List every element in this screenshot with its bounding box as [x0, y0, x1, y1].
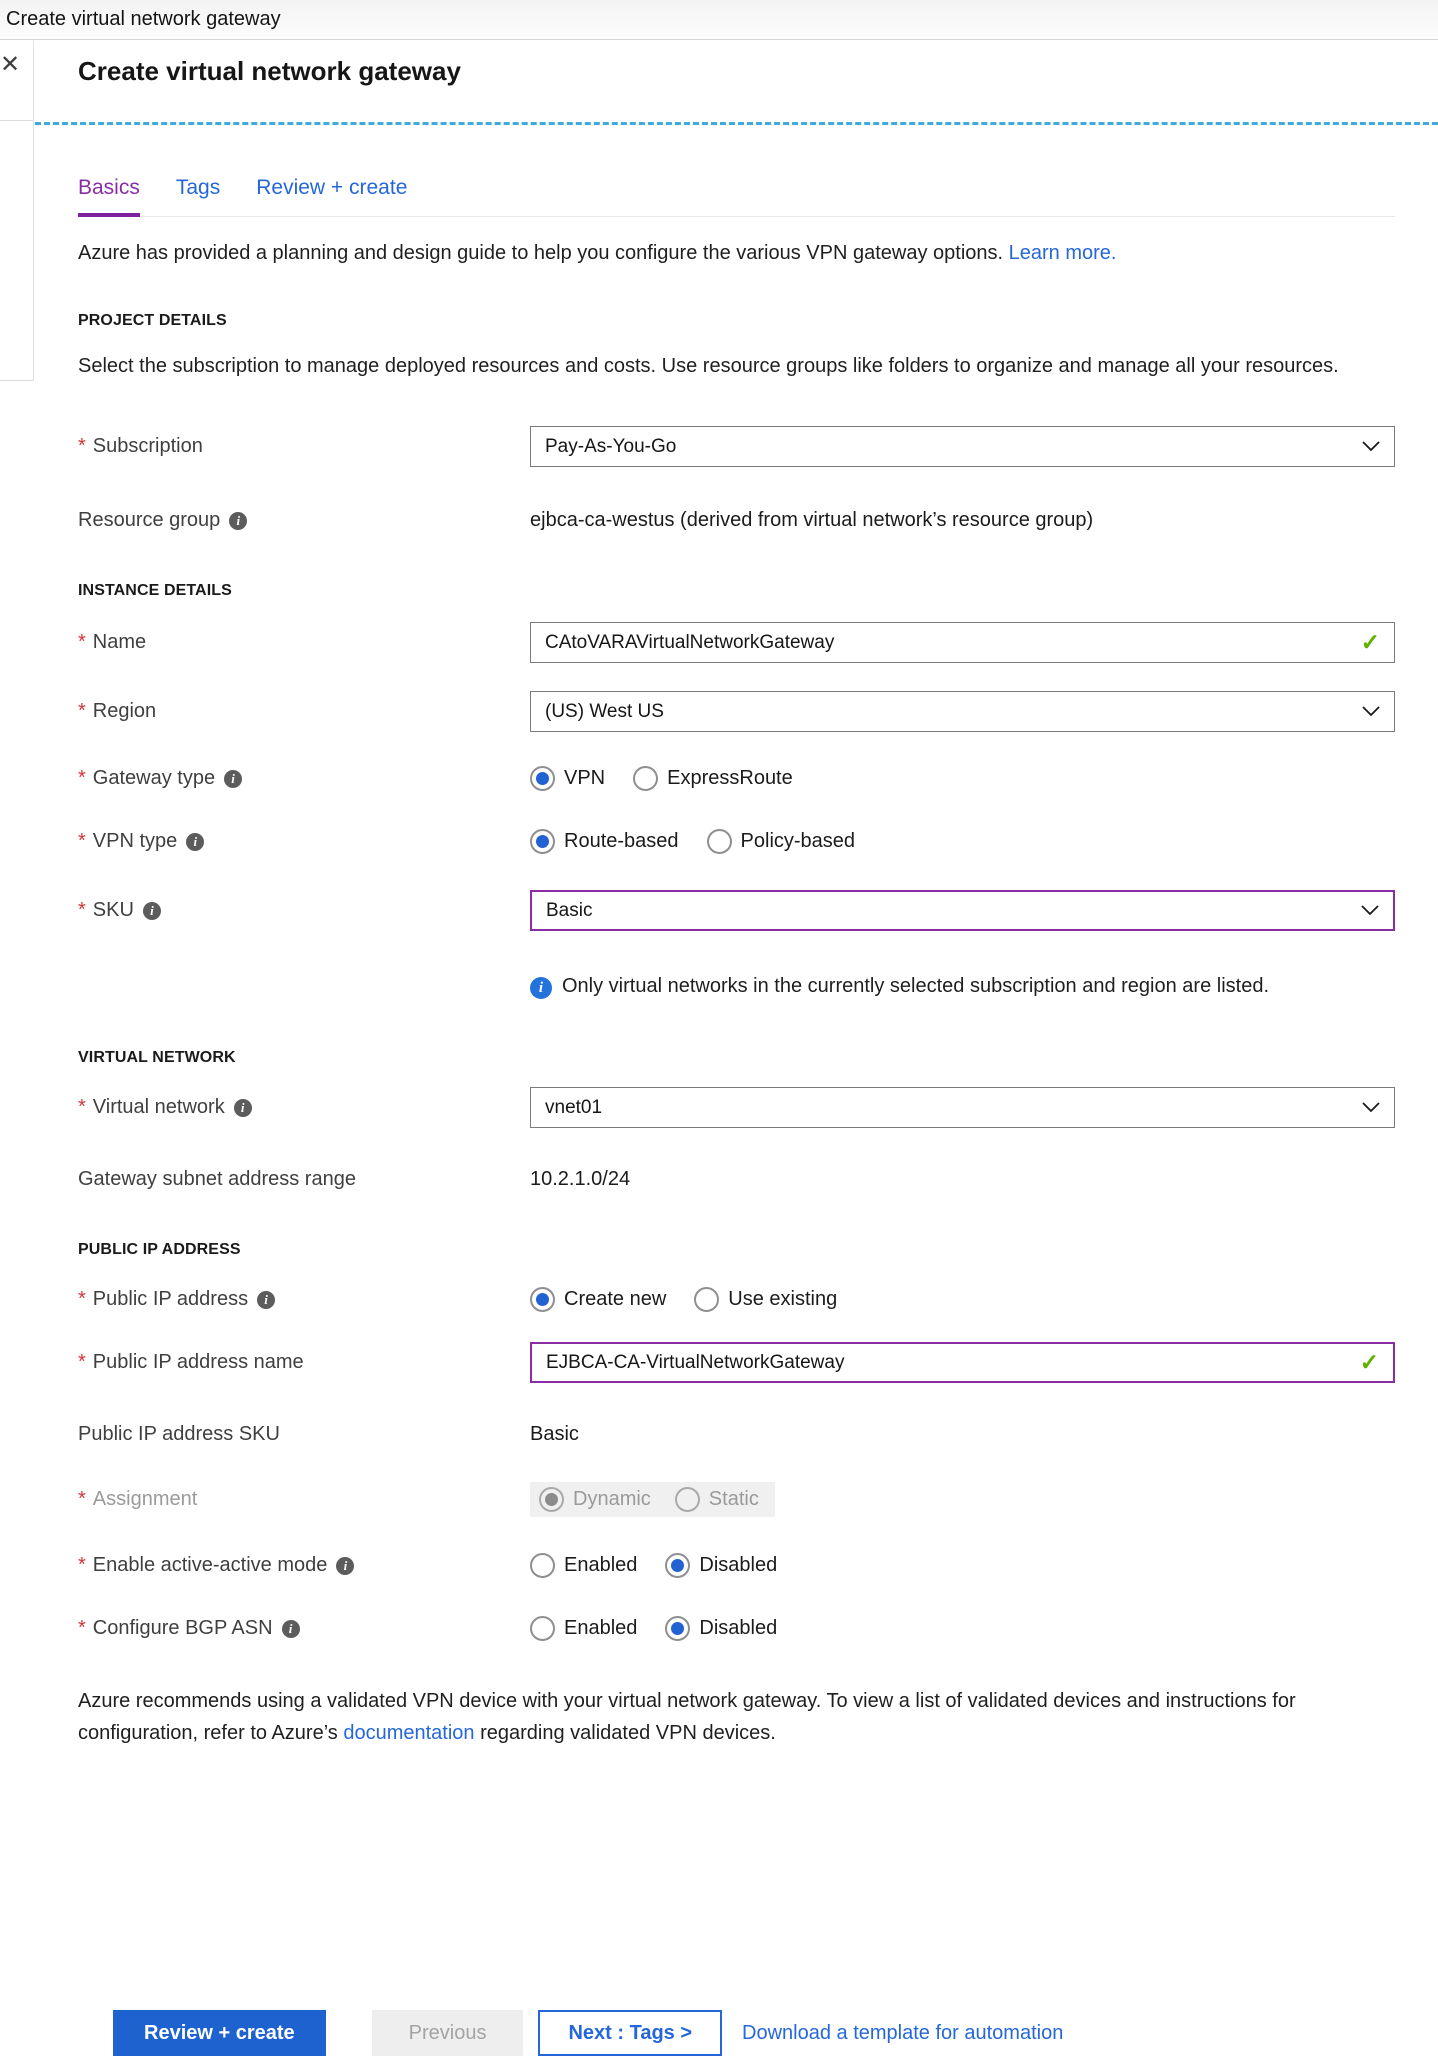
vpn-type-label: * VPN type i [78, 830, 530, 853]
radio-selected-icon [665, 1553, 690, 1578]
radio-disabled[interactable]: Disabled [665, 1553, 777, 1578]
section-public-ip: PUBLIC IP ADDRESS [78, 1241, 241, 1258]
public-ip-name-value: EJBCA-CA-VirtualNetworkGateway [546, 1351, 845, 1373]
virtual-network-dropdown[interactable] [530, 1087, 1395, 1128]
region-row [78, 691, 1395, 732]
radio-vpn[interactable]: VPN [530, 766, 605, 791]
radio-enabled[interactable]: Enabled [530, 1553, 637, 1578]
valid-check-icon: ✓ [1359, 1349, 1379, 1375]
create-gateway-blade [35, 41, 1438, 2070]
required-asterisk: * [78, 1554, 86, 1576]
required-asterisk: * [78, 631, 86, 653]
active-active-radio-group [530, 1553, 1395, 1578]
radio-selected-icon [530, 829, 555, 854]
download-template-link[interactable]: Download a template for automation [742, 2021, 1064, 2044]
info-icon: i [530, 977, 552, 999]
vpn-type-radio-group [530, 829, 1395, 854]
required-asterisk: * [78, 830, 86, 852]
radio-selected-icon [665, 1616, 690, 1641]
active-active-label: * Enable active-active mode i [78, 1554, 530, 1577]
resource-group-row [78, 509, 1395, 532]
radio-static-disabled: Static [675, 1487, 759, 1512]
assignment-label: * Assignment [78, 1488, 198, 1510]
section-project-details: PROJECT DETAILS [78, 312, 227, 329]
sku-label: * SKU i [78, 899, 530, 922]
required-asterisk: * [78, 767, 86, 789]
vnet-filter-notice [530, 975, 1395, 999]
radio-unselected-icon [633, 766, 658, 791]
public-ip-mode-label: * Public IP address i [78, 1288, 530, 1311]
review-create-button[interactable]: Review + create [113, 2010, 326, 2056]
subscription-row [78, 426, 1395, 467]
previous-button: Previous [372, 2010, 524, 2056]
name-value: CAtoVARAVirtualNetworkGateway [545, 631, 835, 653]
required-asterisk: * [78, 1488, 86, 1510]
region-dropdown[interactable] [530, 691, 1395, 732]
public-ip-name-label: * Public IP address name [78, 1351, 304, 1373]
radio-unselected-icon [694, 1287, 719, 1312]
virtual-network-value: vnet01 [545, 1096, 603, 1118]
radio-route-based[interactable]: Route-based [530, 829, 679, 854]
section-virtual-network: VIRTUAL NETWORK [78, 1049, 236, 1066]
subscription-dropdown[interactable] [530, 426, 1395, 467]
background-blade-strip [0, 41, 34, 381]
required-asterisk: * [78, 1096, 86, 1118]
vpn-type-row [78, 829, 1395, 854]
learn-more-link[interactable]: Learn more. [1008, 242, 1117, 264]
gateway-type-label: * Gateway type i [78, 767, 530, 790]
name-row [78, 622, 1395, 663]
gateway-type-radio-group [530, 766, 1395, 791]
radio-create-new[interactable]: Create new [530, 1287, 666, 1312]
resource-group-value: ejbca-ca-westus (derived from virtual network’s resource group) [530, 509, 1094, 531]
chevron-down-icon [1362, 1102, 1380, 1113]
radio-unselected-icon [530, 1616, 555, 1641]
info-icon[interactable]: i [336, 1557, 354, 1575]
subscription-label: * Subscription [78, 435, 203, 457]
radio-use-existing[interactable]: Use existing [694, 1287, 837, 1312]
radio-expressroute[interactable]: ExpressRoute [633, 766, 793, 791]
documentation-link[interactable]: documentation [343, 1722, 475, 1744]
public-ip-sku-label: Public IP address SKU [78, 1423, 280, 1445]
gateway-subnet-label: Gateway subnet address range [78, 1168, 356, 1190]
info-icon[interactable]: i [229, 512, 247, 530]
radio-selected-icon [530, 766, 555, 791]
radio-unselected-icon [707, 829, 732, 854]
radio-unselected-disabled-icon [675, 1487, 700, 1512]
public-ip-name-row [78, 1342, 1395, 1383]
name-input[interactable] [530, 622, 1395, 663]
valid-check-icon: ✓ [1360, 629, 1380, 655]
tab-basics[interactable]: Basics [78, 176, 140, 217]
gateway-type-row [78, 766, 1395, 791]
name-label: * Name [78, 631, 147, 653]
public-ip-sku-value: Basic [530, 1423, 579, 1445]
assignment-radio-group-disabled [530, 1482, 775, 1517]
required-asterisk: * [78, 1288, 86, 1310]
sku-value: Basic [546, 899, 593, 921]
required-asterisk: * [78, 1351, 86, 1373]
public-ip-mode-row [78, 1287, 1395, 1312]
blade-progress-divider [35, 122, 1438, 125]
bgp-row [78, 1616, 1395, 1641]
gateway-subnet-row [78, 1168, 1395, 1191]
sku-dropdown[interactable] [530, 890, 1395, 931]
next-tags-button[interactable]: Next : Tags > [538, 2010, 722, 2056]
sku-row [78, 890, 1395, 931]
notice-text: Only virtual networks in the currently selected subscription and region are listed. [562, 975, 1270, 997]
radio-policy-based[interactable]: Policy-based [707, 829, 856, 854]
info-icon[interactable]: i [234, 1099, 252, 1117]
assignment-row [78, 1482, 1395, 1517]
public-ip-name-input[interactable] [530, 1342, 1395, 1383]
close-icon[interactable]: ✕ [0, 51, 21, 78]
radio-enabled[interactable]: Enabled [530, 1616, 637, 1641]
page-title: Create virtual network gateway [78, 56, 461, 86]
chevron-down-icon [1362, 441, 1380, 452]
active-active-row [78, 1553, 1395, 1578]
project-description: Select the subscription to manage deployed resources and costs. Use resource groups like folders to organize and manage all your resources. [78, 355, 1339, 377]
bgp-label: * Configure BGP ASN i [78, 1617, 530, 1640]
info-icon[interactable]: i [224, 770, 242, 788]
required-asterisk: * [78, 435, 86, 457]
radio-unselected-icon [530, 1553, 555, 1578]
required-asterisk: * [78, 1617, 86, 1639]
strip-divider [0, 120, 33, 121]
public-ip-sku-row [78, 1423, 1395, 1446]
footer-action-bar [113, 2010, 1063, 2056]
tab-review-create[interactable]: Review + create [256, 176, 408, 199]
radio-selected-disabled-icon [539, 1487, 564, 1512]
intro-text: Azure has provided a planning and design guide to help you configure the various VPN gateway options. Learn more. [78, 242, 1117, 264]
window-titlebar [0, 0, 1438, 40]
region-value: (US) West US [545, 700, 664, 722]
bgp-radio-group [530, 1616, 1395, 1641]
info-icon[interactable]: i [282, 1620, 300, 1638]
chevron-down-icon [1361, 905, 1379, 916]
public-ip-mode-radio-group [530, 1287, 1395, 1312]
virtual-network-row [78, 1087, 1395, 1128]
required-asterisk: * [78, 899, 86, 921]
resource-group-label: Resource group i [78, 509, 530, 532]
info-icon[interactable]: i [143, 902, 161, 920]
radio-selected-icon [530, 1287, 555, 1312]
tab-tags[interactable]: Tags [175, 176, 221, 199]
radio-disabled[interactable]: Disabled [665, 1616, 777, 1641]
vpn-device-recommendation: Azure recommends using a validated VPN device with your virtual network gateway. To view a list of validated devices and instructions for configuration, refer to Azure’s documentation regarding validated VPN devices. [78, 1690, 1296, 1744]
window-title: Create virtual network gateway [6, 8, 281, 30]
region-label: * Region [78, 700, 157, 722]
chevron-down-icon [1362, 706, 1380, 717]
subscription-value: Pay-As-You-Go [545, 435, 677, 457]
info-icon[interactable]: i [186, 833, 204, 851]
info-icon[interactable]: i [257, 1291, 275, 1309]
tab-bar [78, 176, 1395, 217]
virtual-network-label: * Virtual network i [78, 1096, 530, 1119]
section-instance-details: INSTANCE DETAILS [78, 582, 232, 599]
gateway-subnet-value: 10.2.1.0/24 [530, 1168, 631, 1190]
required-asterisk: * [78, 700, 86, 722]
radio-dynamic-disabled: Dynamic [539, 1487, 651, 1512]
